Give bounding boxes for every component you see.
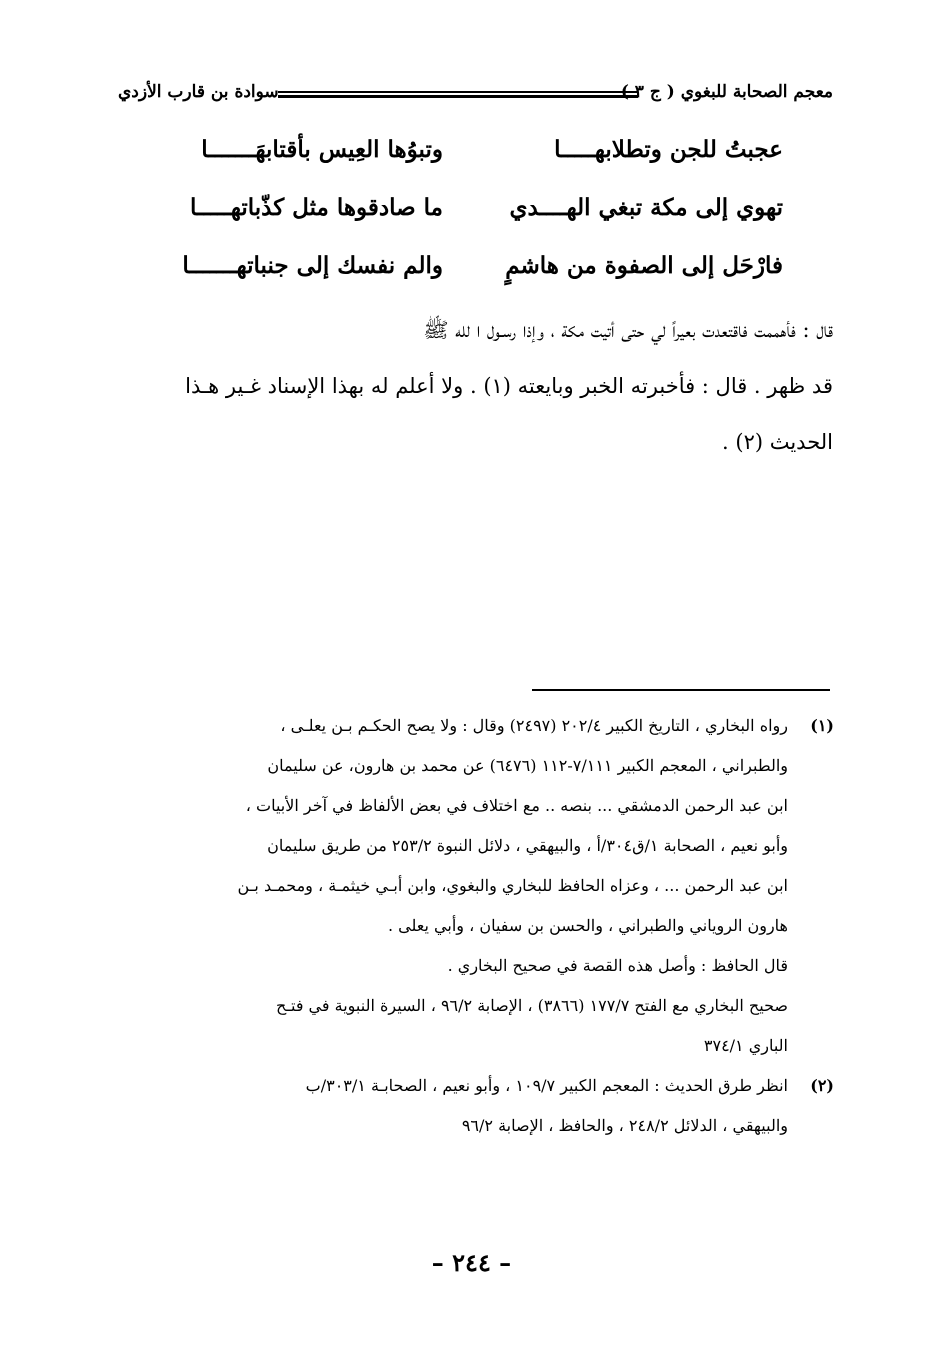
verse-first-hemistich: عجبتُ للجن وتطلابهـــــا (554, 136, 783, 163)
footnote-1 (116, 706, 834, 1066)
main-text-line: الحديث (٢) . (722, 430, 833, 454)
section-title: سوادة بن قارب الأزدي (118, 82, 279, 102)
poem (160, 136, 783, 310)
verse-first-hemistich: فارْحَل إلى الصفوة من هاشمٍ (505, 252, 783, 279)
footnote-line: انظر طرق الحديث : المعجم الكبير ١٠٩/٧ ، وأبو نعيم ، الصحابـة ٣٠٣/١/ب (305, 1076, 788, 1095)
footnote-number: (٢) (810, 1076, 834, 1095)
main-text (118, 302, 833, 470)
footnote-line: ابن عبد الرحمن ... ، وعزاه الحافظ للبخاري والبغوي، وابن أبـي خيثمـة ، ومحمـد بـن (237, 876, 788, 895)
verse-second-hemistich: وتبوُها العِيس بأقتابهَـــــــا (201, 136, 443, 163)
footnote-line: قال الحافظ : وأصل هذه القصة في صحيح البخاري . (447, 956, 788, 975)
footnote-extra (116, 946, 788, 1066)
footnote-2 (116, 1066, 834, 1146)
verse (160, 136, 783, 194)
footnote-line: وأبو نعيم ، الصحابة ١/ق٣٠٤/أ ، والبيهقي ، دلائل النبوة ٢٥٣/٢ من طريق سليمان (267, 836, 788, 855)
footnote-line: ابن عبد الرحمن الدمشقي ... بنصه .. مع اختلاف في بعض الألفاظ في آخر الأبيات ، (245, 796, 788, 815)
verse-second-hemistich: والم نفسك إلى جنباتهـــــــا (182, 252, 443, 279)
footnote-line: الباري ٣٧٤/١ (703, 1036, 788, 1055)
footnote-line: والطبراني ، المعجم الكبير ٧/١١١-١١٢ (٦٤٧٦) عن محمد بن هارون، عن سليمان (267, 756, 788, 775)
footnotes (116, 706, 834, 1146)
page-number: – ٢٤٤ – (431, 1248, 512, 1277)
footnote-separator (532, 689, 830, 691)
verse-first-hemistich: تهوي إلى مكة تبغي الهــــدي (509, 194, 783, 221)
verse (160, 194, 783, 252)
footnote-line: رواه البخاري ، التاريخ الكبير ٢٠٢/٤ (٢٤٩٧) وقال : ولا يصح الحكـم بـن يعلـى ، (280, 716, 788, 735)
footnote-body (116, 1066, 788, 1146)
main-text-line: قد ظهر . قال : فأخبرته الخبر وبايعته (١) . ولا أعلم له بهذا الإسناد غـير هـذا (185, 374, 833, 398)
footnote-number: (١) (810, 716, 834, 735)
footnote-line: صحيح البخاري مع الفتح ١٧٧/٧ (٣٨٦٦) ، الإصابة ٩٦/٢ ، السيرة النبوية في فتـح (275, 996, 788, 1015)
header-rule (278, 91, 638, 98)
footnote-line: والبيهقي ، الدلائل ٢٤٨/٢ ، والحافظ ، الإصابة ٩٦/٢ (461, 1116, 788, 1135)
footnote-line: هارون الروياني والطبراني ، والحسن بن سفيان ، وأبي يعلى . (387, 916, 788, 935)
main-text-line: قال : فأهممت فاقتعدت بعيراً لي حتى أتيت مكة ، وإذا رسـول ا لله ﷺ (423, 318, 833, 342)
book-title: معجم الصحابة للبغوي ( ج ٣ ) (620, 82, 833, 102)
footnote-body (116, 706, 788, 946)
running-header (118, 80, 833, 110)
verse-second-hemistich: ما صادقوها مثل كذّباتهـــــا (190, 194, 443, 221)
